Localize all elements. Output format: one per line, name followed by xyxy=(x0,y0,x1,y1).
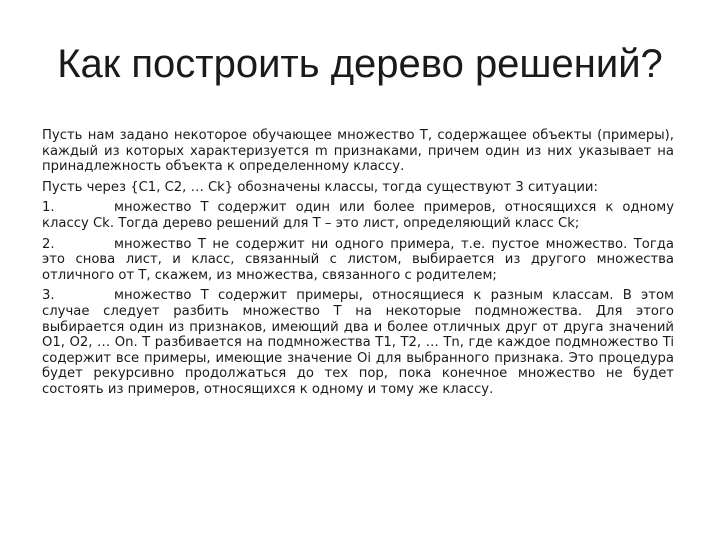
case-number-1: 1. xyxy=(42,200,55,216)
case-text-1: множество T содержит один или более примеров, относящихся к одному классу Ck. Тогда дерево решений для T – это лист, определяющий класс Ck; xyxy=(42,200,674,231)
case-item-2 xyxy=(42,237,674,284)
case-number-2: 2. xyxy=(42,236,55,252)
classes-paragraph: Пусть через {C1, C2, … Ck} обозначены классы, тогда существуют 3 ситуации: xyxy=(42,179,598,195)
slide-title: Как построить дерево решений? xyxy=(57,42,663,86)
slide-body xyxy=(42,128,674,403)
case-text-2: множество T не содержит ни одного примера, т.е. пустое множество. Тогда это снова лист, и класс, связанный с листом, выбирается из другого множества отличного от T, скажем, из множества, связанного с родителем; xyxy=(42,236,674,283)
case-number-3: 3. xyxy=(42,288,55,304)
case-text-3: множество T содержит примеры, относящиеся к разным классам. В этом случае следует разбить множество T на некоторые подмножества. Для этого выбирается один из признаков, имеющий два и более отличных друг от друга значений O1, O2, … On. T разбивается на подмножества T1, T2, … Tn, где каждое подмножество Ti содержит все примеры, имеющие значение Oi для выбранного признака. Это процедура будет рекурсивно продолжаться до тех пор, пока конечное множество не будет состоять из примеров, относящихся к одному и тому же классу. xyxy=(42,288,674,397)
case-item-1 xyxy=(42,200,674,231)
intro-paragraph: Пусть нам задано некоторое обучающее множество T, содержащее объекты (примеры), каждый из которых характеризуется m признаками, причем один из них указывает на принадлежность объекта к определенному классу. xyxy=(42,128,674,175)
case-item-3 xyxy=(42,288,674,397)
